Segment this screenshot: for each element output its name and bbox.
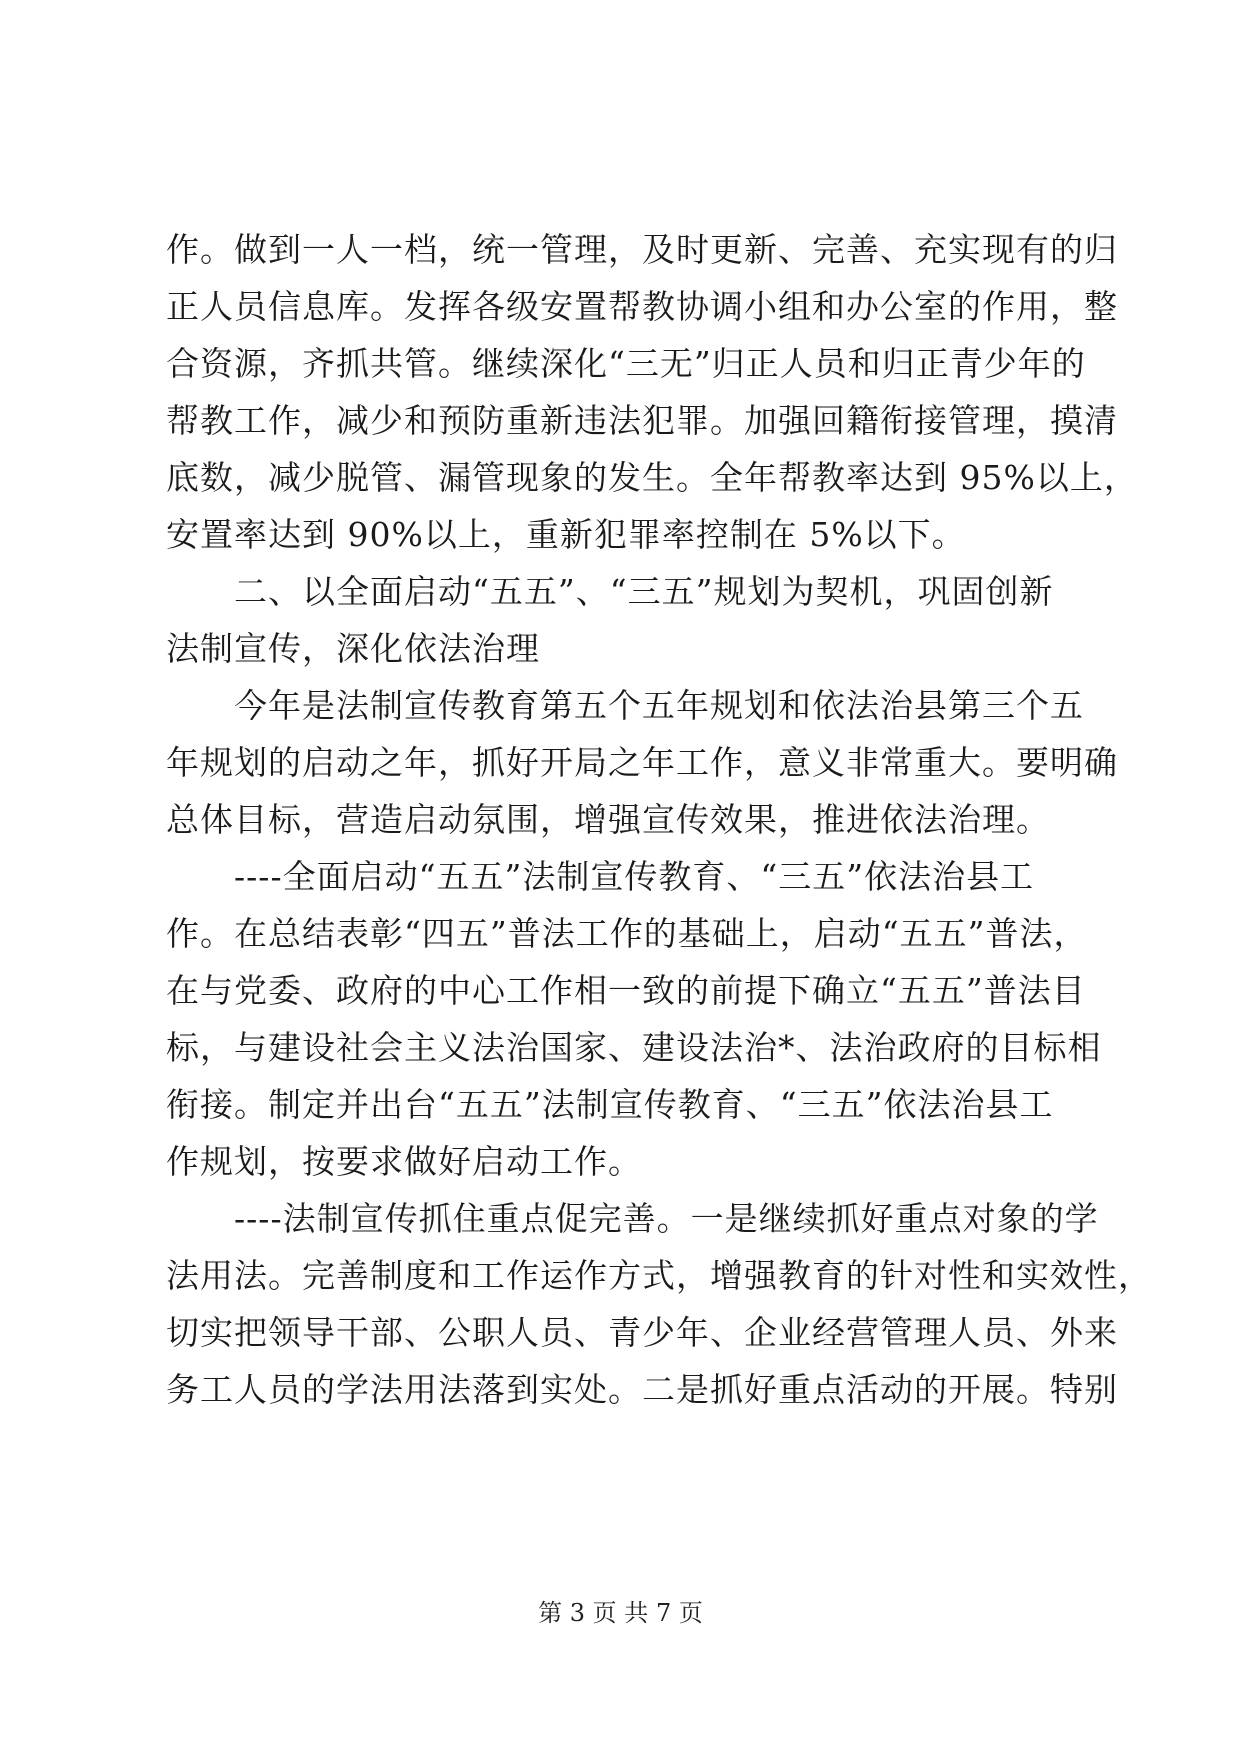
- text-line: 衔接。制定并出台“五五”法制宣传教育、“三五”依法治县工: [166, 1085, 1054, 1124]
- section-heading-line: 法制宣传，深化依法治理: [166, 629, 540, 668]
- text-line: 务工人员的学法用法落到实处。二是抓好重点活动的开展。特别: [166, 1370, 1118, 1409]
- text-line: 作。在总结表彰“四五”普法工作的基础上，启动“五五”普法，: [166, 914, 1088, 953]
- text-line: 年规划的启动之年，抓好开局之年工作，意义非常重大。要明确: [166, 743, 1118, 782]
- text-line: ----全面启动“五五”法制宣传教育、“三五”依法治县工: [234, 857, 1035, 896]
- text-line: 正人员信息库。发挥各级安置帮教协调小组和办公室的作用，整: [166, 287, 1118, 326]
- text-line: 作。做到一人一档，统一管理，及时更新、完善、充实现有的归: [166, 230, 1118, 269]
- text-line: 底数，减少脱管、漏管现象的发生。全年帮教率达到 95%以上，: [166, 458, 1138, 497]
- text-line: 合资源，齐抓共管。继续深化“三无”归正人员和归正青少年的: [166, 344, 1086, 383]
- text-line: 标，与建设社会主义法治国家、建设法治*、法治政府的目标相: [166, 1028, 1102, 1067]
- text-line: 安置率达到 90%以上，重新犯罪率控制在 5%以下。: [166, 515, 966, 554]
- section-heading-line: 二、以全面启动“五五”、“三五”规划为契机，巩固创新: [234, 572, 1054, 611]
- text-line: 法用法。完善制度和工作运作方式，增强教育的针对性和实效性，: [166, 1256, 1152, 1295]
- text-line: 今年是法制宣传教育第五个五年规划和依法治县第三个五: [234, 686, 1084, 725]
- text-line: 作规划，按要求做好启动工作。: [166, 1142, 642, 1181]
- text-line: 切实把领导干部、公职人员、青少年、企业经营管理人员、外来: [166, 1313, 1118, 1352]
- text-line: 在与党委、政府的中心工作相一致的前提下确立“五五”普法目: [166, 971, 1086, 1010]
- page-footer: 第 3 页 共 7 页: [538, 1599, 703, 1627]
- text-line: 帮教工作，减少和预防重新违法犯罪。加强回籍衔接管理，摸清: [166, 401, 1118, 440]
- text-line: 总体目标，营造启动氛围，增强宣传效果，推进依法治理。: [166, 800, 1050, 839]
- text-line: ----法制宣传抓住重点促完善。一是继续抓好重点对象的学: [234, 1199, 1099, 1238]
